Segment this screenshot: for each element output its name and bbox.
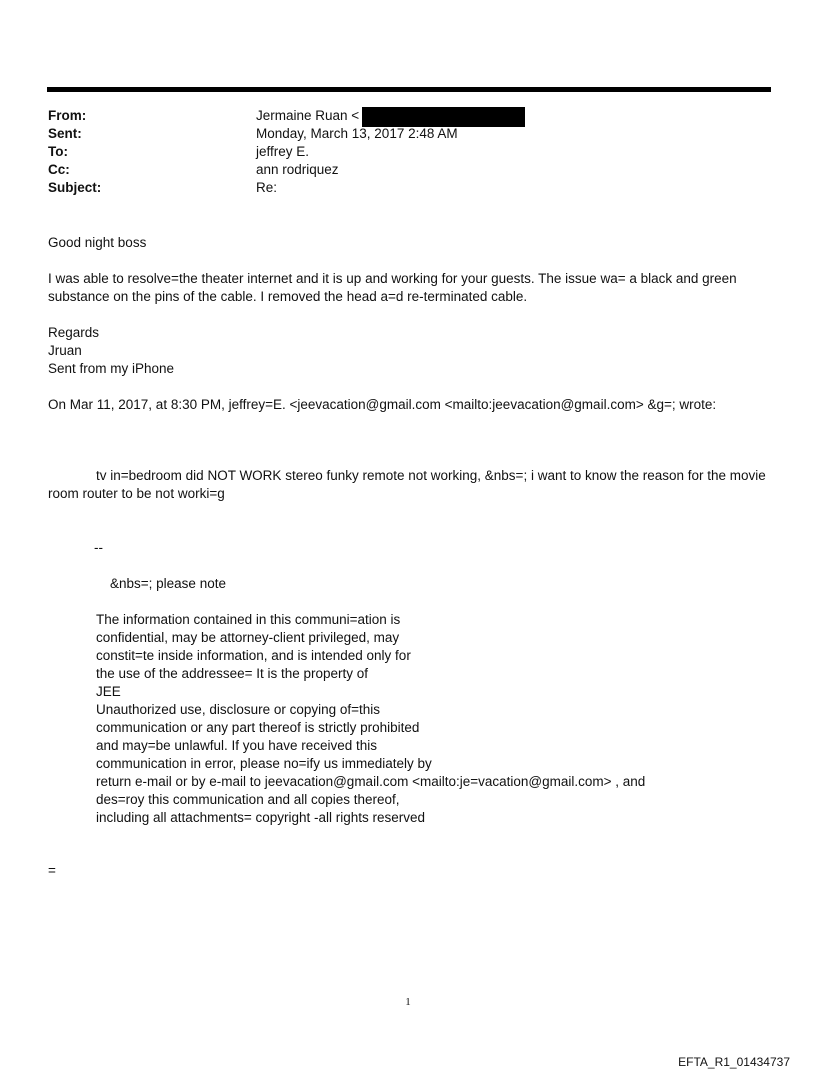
greeting: Good night boss [48, 235, 147, 250]
disclaimer-line: and may=be unlawful. If you have received this [96, 738, 378, 753]
disclaimer-line: return e-mail or by e-mail to jeevacation@gmail.com <mailto:je=vacation@gmail.com> , and [96, 774, 646, 789]
disclaimer-block [96, 611, 716, 827]
quote-intro: On Mar 11, 2017, at 8:30 PM, jeffrey=E. <jeevacation@gmail.com <mailto:jeevacation@gmail.com> &g=; wrote: [48, 397, 717, 412]
please-note: &nbs=; please note [110, 576, 226, 591]
sent-row [48, 125, 768, 143]
from-label: From: [48, 108, 87, 123]
disclaimer-line: JEE [96, 684, 121, 699]
document-id: EFTA_R1_01434737 [678, 1055, 790, 1069]
sender-name: Jruan [48, 343, 82, 358]
to-row [48, 143, 768, 161]
cc-label: Cc: [48, 162, 70, 177]
sent-value: Monday, March 13, 2017 2:48 AM [256, 126, 458, 141]
from-value [256, 107, 359, 125]
to-label: To: [48, 144, 68, 159]
quote-dashes: -- [94, 540, 103, 555]
quoted-message: tv in=bedroom did NOT WORK stereo funky remote not working, &nbs=; i want to know the reason for the movie room router to be not worki=g [48, 468, 766, 501]
from-row [48, 107, 768, 125]
disclaimer-line: The information contained in this communi=ation is [96, 612, 401, 627]
disclaimer-line: confidential, may be attorney-client privileged, may [96, 630, 400, 645]
header-divider [47, 87, 771, 92]
signature [48, 324, 768, 378]
sent-label: Sent: [48, 126, 82, 141]
from-name: Jermaine Ruan < [256, 108, 360, 123]
subject-row [48, 179, 768, 197]
disclaimer-line: des=roy this communication and all copies thereof, [96, 792, 400, 807]
cc-row [48, 161, 768, 179]
to-value: jeffrey E. [256, 144, 310, 159]
subject-value: Re: [256, 180, 278, 195]
cc-value: ann rodriquez [256, 162, 339, 177]
email-header [48, 107, 768, 197]
disclaimer-line: communication in error, please no=ify us immediately by [96, 756, 432, 771]
page-number: 1 [405, 996, 411, 1008]
subject-label: Subject: [48, 180, 102, 195]
trailing-equals: = [48, 863, 56, 878]
redaction-box [362, 107, 525, 127]
disclaimer-line: Unauthorized use, disclosure or copying of=this [96, 702, 381, 717]
disclaimer-line: constit=te inside information, and is intended only for [96, 648, 411, 663]
sent-from-line: Sent from my iPhone [48, 361, 175, 376]
disclaimer-line: the use of the addressee= It is the property of [96, 666, 369, 681]
body-paragraph: I was able to resolve=the theater internet and it is up and working for your guests. The issue wa= a black and green substance on the pins of the cable. I removed the head a=d re-terminated cable. [48, 271, 737, 304]
disclaimer-line: including all attachments= copyright -all rights reserved [96, 810, 426, 825]
disclaimer-line: communication or any part thereof is strictly prohibited [96, 720, 420, 735]
regards-line: Regards [48, 325, 100, 340]
